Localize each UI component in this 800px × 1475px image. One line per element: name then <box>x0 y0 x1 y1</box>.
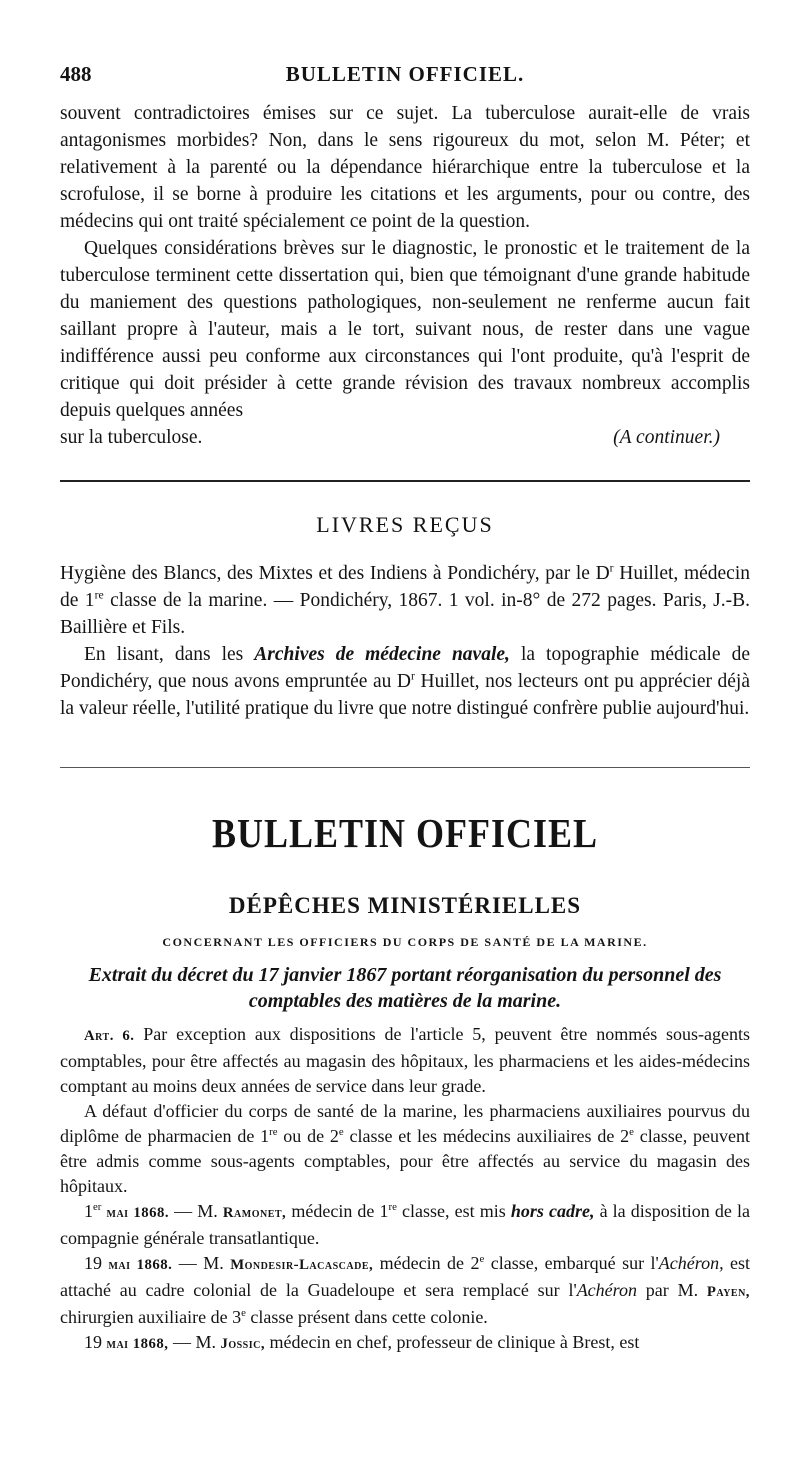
book-entry: Hygiène des Blancs, des Mixtes et des Indiens à Pondichéry, par le $D^r$ Huillet, médecin de 1re classe de la marine. — Pondichéry, 1867. 1 vol. in-8° de 272 pages. Paris, J.-B. Baillière et Fils. <box>60 561 750 638</box>
continue-label: (A continuer.) <box>613 427 720 448</box>
bulletin-title: BULLETIN OFFICIEL <box>211 810 599 856</box>
review-end-line <box>60 424 750 451</box>
book-review: En lisant, dans les Archives de médecine navale, la topographie médicale de Pondichéry, que nous avons empruntée au $D^r$ Huillet, nos lecteurs ont pu apprécier déjà la valeur réelle, l'utilité pratique du livre que notre distingué confrère publie aujourd'hui. <box>60 644 750 719</box>
journal-title: Archives de médecine navale, <box>254 644 510 665</box>
entry-mondesir: 19 mai 1868. — M. Mondesir-Lacascade, médecin de 2e classe, embarqué sur l'Achéron, est attaché au cadre colonial de la Guadeloupe et sera remplacé sur l'Achéron par M. Payen, chirurgien auxiliaire de 3e classe présent dans cette colonie. <box>60 1253 751 1327</box>
review-last-line: sur la tuberculose. <box>60 427 203 448</box>
defaut-paragraph: A défaut d'officier du corps de santé de la marine, les pharmaciens auxiliaires pourvus du diplôme de pharmacien de 1re ou de 2e classe et les médecins auxiliaires de 2e classe, peuvent être admis comme sous-agents comptables, pour être affectés au service du magasin des hôpitaux. <box>60 1101 750 1196</box>
page-number: 488 <box>60 62 92 86</box>
section-divider-2 <box>60 767 750 768</box>
entry-ramonet: 1er mai 1868. — M. Ramonet, médecin de 1re classe, est mis hors cadre, à la disposition de la compagnie générale transatlantique. <box>60 1201 750 1248</box>
decree-extract: Extrait du décret du 17 janvier 1867 portant réorganisation du personnel des comptables des matières de la marine. <box>88 964 722 1012</box>
bulletin-subtitle: DÉPÊCHES MINISTÉRIELLES <box>228 893 582 918</box>
article-6: Art. 6. Par exception aux dispositions de l'article 5, peuvent être nommés sous-agents comptables, pour être affectés au magasin des hôpitaux, les pharmaciens et les aides-médecins comptant au moins deux années de service dans leur grade. <box>60 1024 750 1096</box>
running-title: BULLETIN OFFICIEL. <box>285 62 525 86</box>
entry-jossic: 19 mai 1868, — M. Jossic, médecin en chef, professeur de clinique à Brest, est <box>84 1332 640 1352</box>
review-paragraph-2: Quelques considérations brèves sur le diagnostic, le pronostic et le traitement de la tuberculose terminent cette dissertation qui, bien que témoignant d'une grande habitude du maniement des questions pathologiques, non-seulement ne renferme aucun fait saillant propre à l'auteur, mais a le tort, suivant nous, de rester dans une vague indifférence aussi peu conforme aux circonstances qui l'ont produite, qu'à l'esprit de critique qui doit présider à cette grande révision des travaux nombreux accomplis depuis quelques années <box>60 238 750 421</box>
review-paragraph-1: souvent contradictoires émises sur ce sujet. La tuberculose aurait-elle de vrais antagonismes morbides? Non, dans le sens rigoureux du mot, selon M. Péter; et relativement à la parenté ou la dépendance hiérarchique entre la tuberculose et la scrofulose, il se borne à produire les citations et les arguments, pour ou contre, des médecins qui ont traité spécialement ce point de la question. <box>60 103 750 232</box>
review-section <box>60 100 750 451</box>
books-heading: LIVRES REÇUS <box>316 512 494 537</box>
page-header <box>60 62 750 94</box>
section-divider <box>60 480 750 482</box>
concerning-line: CONCERNANT LES OFFICIERS DU CORPS DE SANTÉ DE LA MARINE. <box>162 935 648 949</box>
bulletin-body <box>60 1022 750 1357</box>
books-section <box>60 560 750 722</box>
